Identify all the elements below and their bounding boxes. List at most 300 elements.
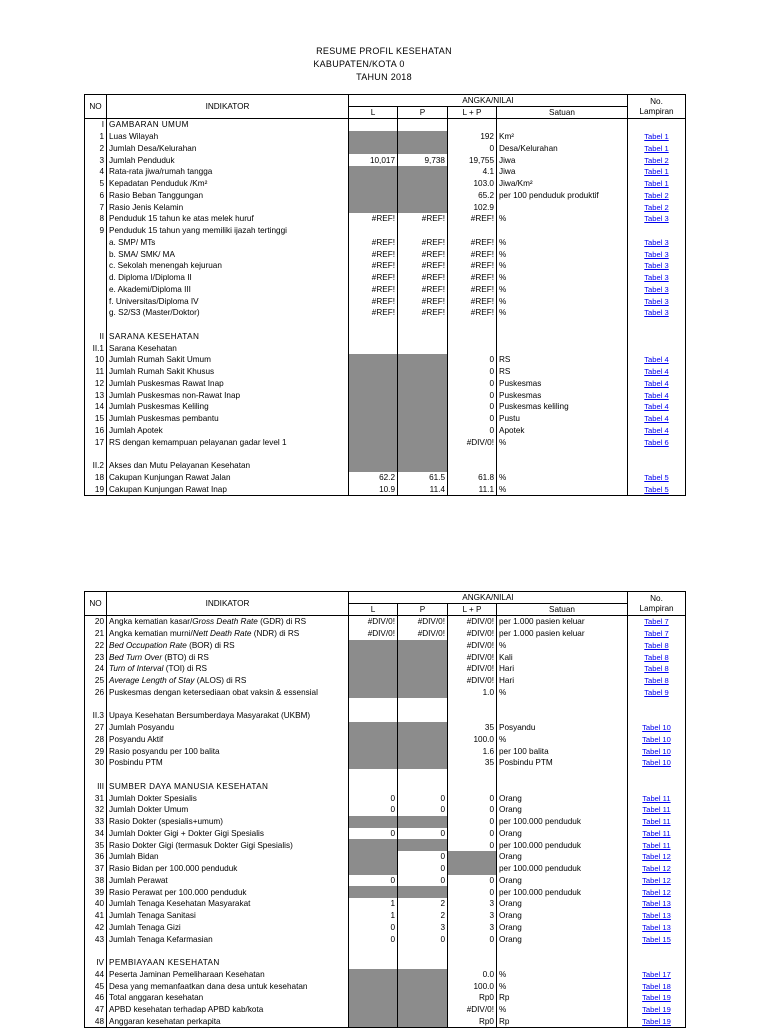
indicator-label: Desa yang memanfaatkan dana desa untuk kesehatan	[107, 980, 349, 992]
lampiran-cell	[628, 804, 686, 816]
table-row	[85, 389, 686, 401]
value-p: 3	[398, 922, 448, 934]
lampiran-cell	[628, 389, 686, 401]
value-lp	[448, 331, 497, 343]
value-satuan: Km²	[497, 131, 628, 143]
lampiran-cell	[628, 616, 686, 628]
value-l	[349, 342, 398, 354]
row-number	[85, 448, 107, 460]
lampiran-link[interactable]: Tabel 11	[642, 805, 671, 815]
value-lp: #DIV/0!	[448, 663, 497, 675]
lampiran-link[interactable]: Tabel 9	[644, 687, 669, 697]
lampiran-link[interactable]: Tabel 1	[644, 143, 669, 153]
value-lp: 1.0	[448, 687, 497, 699]
table-row	[85, 119, 686, 131]
table-row	[85, 354, 686, 366]
row-number	[85, 319, 107, 331]
value-l	[349, 401, 398, 413]
lampiran-link[interactable]: Tabel 3	[644, 237, 669, 247]
indicator-label: Rasio Bidan per 100.000 penduduk	[107, 863, 349, 875]
value-lp: #REF!	[448, 272, 497, 284]
col-l: L	[349, 604, 398, 616]
indicator-label: Jumlah Puskesmas Rawat Inap	[107, 378, 349, 390]
indicator-label: f. Universitas/Diploma IV	[107, 295, 349, 307]
row-number: 27	[85, 722, 107, 734]
value-satuan: %	[497, 272, 628, 284]
value-p	[398, 190, 448, 202]
indicator-label: Jumlah Rumah Sakit Umum	[107, 354, 349, 366]
value-l: #DIV/0!	[349, 616, 398, 628]
value-p	[398, 401, 448, 413]
value-l: #REF!	[349, 307, 398, 319]
table-row	[85, 366, 686, 378]
table-row	[85, 957, 686, 969]
col-satuan: Satuan	[497, 604, 628, 616]
lampiran-cell	[628, 1016, 686, 1028]
table-row	[85, 792, 686, 804]
row-number: II.1	[85, 342, 107, 354]
value-lp: 103.0	[448, 178, 497, 190]
lampiran-link[interactable]: Tabel 11	[642, 828, 671, 838]
row-number	[85, 307, 107, 319]
lampiran-link[interactable]: Tabel 4	[644, 425, 669, 435]
report-year: TAHUN 2018	[356, 72, 412, 82]
lampiran-link[interactable]: Tabel 3	[644, 214, 669, 224]
indicator-label: Rasio posyandu per 100 balita	[107, 745, 349, 757]
lampiran-link[interactable]: Tabel 4	[644, 355, 669, 365]
indicator-label	[107, 945, 349, 957]
table-row	[85, 828, 686, 840]
table-row	[85, 201, 686, 213]
value-l: 1	[349, 898, 398, 910]
lampiran-link[interactable]: Tabel 5	[644, 484, 669, 494]
lampiran-link[interactable]: Tabel 15	[642, 934, 671, 944]
row-number: 34	[85, 828, 107, 840]
value-satuan: per 1.000 pasien keluar	[497, 628, 628, 640]
value-l	[349, 178, 398, 190]
value-p: 0	[398, 875, 448, 887]
row-number: 14	[85, 401, 107, 413]
table-row	[85, 378, 686, 390]
lampiran-link[interactable]: Tabel 17	[642, 969, 671, 979]
lampiran-link[interactable]: Tabel 4	[644, 367, 669, 377]
lampiran-cell	[628, 816, 686, 828]
lampiran-link[interactable]: Tabel 4	[644, 414, 669, 424]
value-l: 0	[349, 804, 398, 816]
row-number: 25	[85, 675, 107, 687]
value-lp: 102.9	[448, 201, 497, 213]
lampiran-cell	[628, 401, 686, 413]
lampiran-link[interactable]: Tabel 13	[642, 911, 671, 921]
value-lp: #DIV/0!	[448, 436, 497, 448]
value-p	[398, 651, 448, 663]
value-p	[398, 698, 448, 710]
value-satuan: Orang	[497, 851, 628, 863]
table-row	[85, 757, 686, 769]
value-satuan: %	[497, 472, 628, 484]
lampiran-cell	[628, 734, 686, 746]
indicator-label: SARANA KESEHATAN	[107, 331, 349, 343]
table-row	[85, 687, 686, 699]
lampiran-cell	[628, 910, 686, 922]
indicator-label: Jumlah Perawat	[107, 875, 349, 887]
value-p: #DIV/0!	[398, 616, 448, 628]
table-row	[85, 237, 686, 249]
row-number: 2	[85, 143, 107, 155]
value-satuan: Hari	[497, 675, 628, 687]
lampiran-link[interactable]: Tabel 12	[642, 875, 671, 885]
col-lp: L + P	[448, 107, 497, 119]
value-p: 61.5	[398, 472, 448, 484]
value-lp: Rp0	[448, 1016, 497, 1028]
lampiran-cell	[628, 319, 686, 331]
row-number: 9	[85, 225, 107, 237]
lampiran-link[interactable]: Tabel 1	[644, 132, 669, 142]
value-l	[349, 851, 398, 863]
indicator-label: Jumlah Puskesmas Keliling	[107, 401, 349, 413]
lampiran-link[interactable]: Tabel 2	[644, 190, 669, 200]
value-satuan: %	[497, 260, 628, 272]
row-number: 40	[85, 898, 107, 910]
value-lp: 0	[448, 886, 497, 898]
table-row	[85, 401, 686, 413]
row-number	[85, 945, 107, 957]
lampiran-cell	[628, 1004, 686, 1016]
row-number	[85, 284, 107, 296]
table-row	[85, 460, 686, 472]
value-l	[349, 769, 398, 781]
lampiran-cell	[628, 143, 686, 155]
table-row	[85, 734, 686, 746]
lampiran-link[interactable]: Tabel 2	[644, 155, 669, 165]
indicator-label: Jumlah Tenaga Kefarmasian	[107, 933, 349, 945]
value-satuan	[497, 460, 628, 472]
indicator-label: Kepadatan Penduduk /Km²	[107, 178, 349, 190]
lampiran-cell	[628, 307, 686, 319]
lampiran-link[interactable]: Tabel 3	[644, 308, 669, 318]
value-l	[349, 698, 398, 710]
row-number: 10	[85, 354, 107, 366]
value-p: 11.4	[398, 483, 448, 495]
value-satuan	[497, 957, 628, 969]
lampiran-link[interactable]: Tabel 13	[642, 922, 671, 932]
value-lp: 35	[448, 757, 497, 769]
value-lp: 0	[448, 804, 497, 816]
table-row	[85, 922, 686, 934]
value-lp: 0	[448, 828, 497, 840]
value-satuan	[497, 781, 628, 793]
value-l: #REF!	[349, 248, 398, 260]
value-lp: 0	[448, 875, 497, 887]
indicator-label: GAMBARAN UMUM	[107, 119, 349, 131]
row-number: 44	[85, 969, 107, 981]
indicator-label: Jumlah Bidan	[107, 851, 349, 863]
lampiran-link[interactable]: Tabel 18	[642, 981, 671, 991]
value-l	[349, 378, 398, 390]
report-region: KABUPATEN/KOTA 0	[313, 59, 405, 69]
lampiran-link[interactable]: Tabel 19	[642, 1005, 671, 1015]
table-row	[85, 651, 686, 663]
indicator-label	[107, 698, 349, 710]
table-row	[85, 1016, 686, 1028]
value-lp: 19,755	[448, 154, 497, 166]
table-row	[85, 436, 686, 448]
lampiran-link[interactable]: Tabel 12	[642, 864, 671, 874]
row-number: 42	[85, 922, 107, 934]
lampiran-link[interactable]: Tabel 2	[644, 202, 669, 212]
lampiran-link[interactable]: Tabel 4	[644, 390, 669, 400]
value-p	[398, 675, 448, 687]
col-indikator: INDIKATOR	[107, 592, 349, 616]
indicator-label: Cakupan Kunjungan Rawat Inap	[107, 483, 349, 495]
value-l	[349, 143, 398, 155]
indicator-label: Rasio Beban Tanggungan	[107, 190, 349, 202]
value-lp	[448, 225, 497, 237]
table-row	[85, 213, 686, 225]
col-lampiran: No. Lampiran	[628, 592, 686, 616]
lampiran-link[interactable]: Tabel 8	[644, 652, 669, 662]
value-satuan: %	[497, 284, 628, 296]
value-p	[398, 816, 448, 828]
value-lp: 3	[448, 898, 497, 910]
value-lp	[448, 851, 497, 863]
table-row	[85, 945, 686, 957]
row-number	[85, 237, 107, 249]
value-satuan: Orang	[497, 898, 628, 910]
row-number: 41	[85, 910, 107, 922]
lampiran-link[interactable]: Tabel 7	[644, 617, 669, 627]
value-p	[398, 119, 448, 131]
indicator-label: Jumlah Tenaga Sanitasi	[107, 910, 349, 922]
lampiran-link[interactable]: Tabel 1	[644, 167, 669, 177]
col-lp: L + P	[448, 604, 497, 616]
value-lp: #REF!	[448, 213, 497, 225]
lampiran-link[interactable]: Tabel 5	[644, 472, 669, 482]
table-row	[85, 910, 686, 922]
lampiran-link[interactable]: Tabel 13	[642, 899, 671, 909]
lampiran-cell	[628, 213, 686, 225]
indicator-label: Sarana Kesehatan	[107, 342, 349, 354]
indicator-label: Rasio Dokter Gigi (termasuk Dokter Gigi Spesialis)	[107, 839, 349, 851]
value-p	[398, 745, 448, 757]
value-lp: #REF!	[448, 248, 497, 260]
lampiran-cell	[628, 342, 686, 354]
table-row	[85, 769, 686, 781]
value-l: #DIV/0!	[349, 628, 398, 640]
value-l	[349, 354, 398, 366]
lampiran-link[interactable]: Tabel 4	[644, 402, 669, 412]
row-number: 22	[85, 640, 107, 652]
lampiran-link[interactable]: Tabel 6	[644, 437, 669, 447]
table-row	[85, 295, 686, 307]
value-l: #REF!	[349, 213, 398, 225]
value-l	[349, 425, 398, 437]
value-p	[398, 166, 448, 178]
value-satuan	[497, 319, 628, 331]
value-p	[398, 225, 448, 237]
lampiran-cell	[628, 190, 686, 202]
indicator-label: Anggaran kesehatan perkapita	[107, 1016, 349, 1028]
lampiran-link[interactable]: Tabel 4	[644, 378, 669, 388]
value-satuan: %	[497, 307, 628, 319]
value-satuan	[497, 342, 628, 354]
value-l: 0	[349, 875, 398, 887]
value-lp: 0	[448, 354, 497, 366]
lampiran-link[interactable]: Tabel 11	[642, 793, 671, 803]
value-lp	[448, 769, 497, 781]
table-row	[85, 675, 686, 687]
value-l	[349, 190, 398, 202]
lampiran-cell	[628, 331, 686, 343]
value-satuan	[497, 945, 628, 957]
lampiran-link[interactable]: Tabel 19	[642, 993, 671, 1003]
lampiran-link[interactable]: Tabel 10	[642, 746, 671, 756]
lampiran-link[interactable]: Tabel 3	[644, 273, 669, 283]
indicator-label: e. Akademi/Diploma III	[107, 284, 349, 296]
lampiran-cell	[628, 628, 686, 640]
lampiran-link[interactable]: Tabel 3	[644, 261, 669, 271]
value-l	[349, 131, 398, 143]
lampiran-cell	[628, 201, 686, 213]
lampiran-cell	[628, 663, 686, 675]
row-number: 36	[85, 851, 107, 863]
value-l	[349, 331, 398, 343]
value-p	[398, 460, 448, 472]
lampiran-link[interactable]: Tabel 11	[642, 817, 671, 827]
indicator-label: b. SMA/ SMK/ MA	[107, 248, 349, 260]
table-row	[85, 260, 686, 272]
value-satuan: per 100.000 penduduk	[497, 863, 628, 875]
value-satuan: per 100.000 penduduk	[497, 886, 628, 898]
lampiran-cell	[628, 945, 686, 957]
value-lp	[448, 945, 497, 957]
value-satuan: %	[497, 969, 628, 981]
lampiran-link[interactable]: Tabel 19	[642, 1016, 671, 1026]
value-p: 2	[398, 898, 448, 910]
lampiran-link[interactable]: Tabel 8	[644, 640, 669, 650]
value-p	[398, 143, 448, 155]
value-lp	[448, 319, 497, 331]
value-l	[349, 1004, 398, 1016]
table-row	[85, 425, 686, 437]
value-satuan	[497, 331, 628, 343]
row-number: I	[85, 119, 107, 131]
indicator-label: Jumlah Dokter Umum	[107, 804, 349, 816]
lampiran-link[interactable]: Tabel 8	[644, 664, 669, 674]
col-no: NO	[85, 95, 107, 119]
row-number: 7	[85, 201, 107, 213]
value-satuan: Rp	[497, 1016, 628, 1028]
value-l: #REF!	[349, 237, 398, 249]
lampiran-link[interactable]: Tabel 10	[642, 723, 671, 733]
row-number: III	[85, 781, 107, 793]
value-satuan: Pustu	[497, 413, 628, 425]
value-lp: 65.2	[448, 190, 497, 202]
value-p	[398, 980, 448, 992]
value-lp: 11.1	[448, 483, 497, 495]
value-satuan: %	[497, 1004, 628, 1016]
row-number	[85, 769, 107, 781]
col-lampiran: No. Lampiran	[628, 95, 686, 119]
indicator-label: Turn of Interval (TOI) di RS	[107, 663, 349, 675]
value-lp	[448, 119, 497, 131]
value-satuan: Kali	[497, 651, 628, 663]
table-row	[85, 722, 686, 734]
value-l	[349, 957, 398, 969]
value-p	[398, 734, 448, 746]
row-number: 12	[85, 378, 107, 390]
lampiran-link[interactable]: Tabel 11	[642, 840, 671, 850]
lampiran-link[interactable]: Tabel 8	[644, 676, 669, 686]
lampiran-link[interactable]: Tabel 7	[644, 629, 669, 639]
indicator-label: Angka kematian kasar/Gross Death Rate (GDR) di RS	[107, 616, 349, 628]
value-l	[349, 460, 398, 472]
value-lp: 0	[448, 933, 497, 945]
row-number: 4	[85, 166, 107, 178]
table-row	[85, 839, 686, 851]
lampiran-cell	[628, 863, 686, 875]
value-p	[398, 640, 448, 652]
table-row	[85, 969, 686, 981]
indicator-label: Jumlah Apotek	[107, 425, 349, 437]
value-satuan: %	[497, 734, 628, 746]
row-number: 31	[85, 792, 107, 804]
lampiran-link[interactable]: Tabel 12	[642, 887, 671, 897]
value-satuan: Orang	[497, 922, 628, 934]
value-l	[349, 319, 398, 331]
lampiran-link[interactable]: Tabel 3	[644, 296, 669, 306]
lampiran-link[interactable]: Tabel 10	[642, 758, 671, 768]
table-row	[85, 933, 686, 945]
value-satuan: Orang	[497, 933, 628, 945]
value-p	[398, 1016, 448, 1028]
lampiran-link[interactable]: Tabel 3	[644, 249, 669, 259]
indicator-label: Upaya Kesehatan Bersumberdaya Masyarakat (UKBM)	[107, 710, 349, 722]
value-satuan: %	[497, 436, 628, 448]
value-p	[398, 839, 448, 851]
value-satuan: per 100 penduduk produktif	[497, 190, 628, 202]
table-row	[85, 710, 686, 722]
value-satuan	[497, 225, 628, 237]
col-l: L	[349, 107, 398, 119]
value-l	[349, 734, 398, 746]
lampiran-link[interactable]: Tabel 1	[644, 179, 669, 189]
value-l	[349, 1016, 398, 1028]
value-satuan: Orang	[497, 804, 628, 816]
lampiran-link[interactable]: Tabel 12	[642, 852, 671, 862]
col-satuan: Satuan	[497, 107, 628, 119]
value-p: 0	[398, 828, 448, 840]
col-angka-nilai: ANGKA/NILAI	[349, 592, 628, 604]
value-p	[398, 969, 448, 981]
lampiran-cell	[628, 378, 686, 390]
value-satuan: Posyandu	[497, 722, 628, 734]
lampiran-cell	[628, 886, 686, 898]
lampiran-cell	[628, 284, 686, 296]
value-p: 0	[398, 792, 448, 804]
value-p	[398, 201, 448, 213]
indicator-label: Posbindu PTM	[107, 757, 349, 769]
table-row	[85, 875, 686, 887]
lampiran-cell	[628, 969, 686, 981]
value-p	[398, 886, 448, 898]
table-row	[85, 640, 686, 652]
lampiran-link[interactable]: Tabel 3	[644, 284, 669, 294]
value-satuan: Orang	[497, 828, 628, 840]
indicator-label: c. Sekolah menengah kejuruan	[107, 260, 349, 272]
row-number	[85, 248, 107, 260]
lampiran-link[interactable]: Tabel 10	[642, 734, 671, 744]
